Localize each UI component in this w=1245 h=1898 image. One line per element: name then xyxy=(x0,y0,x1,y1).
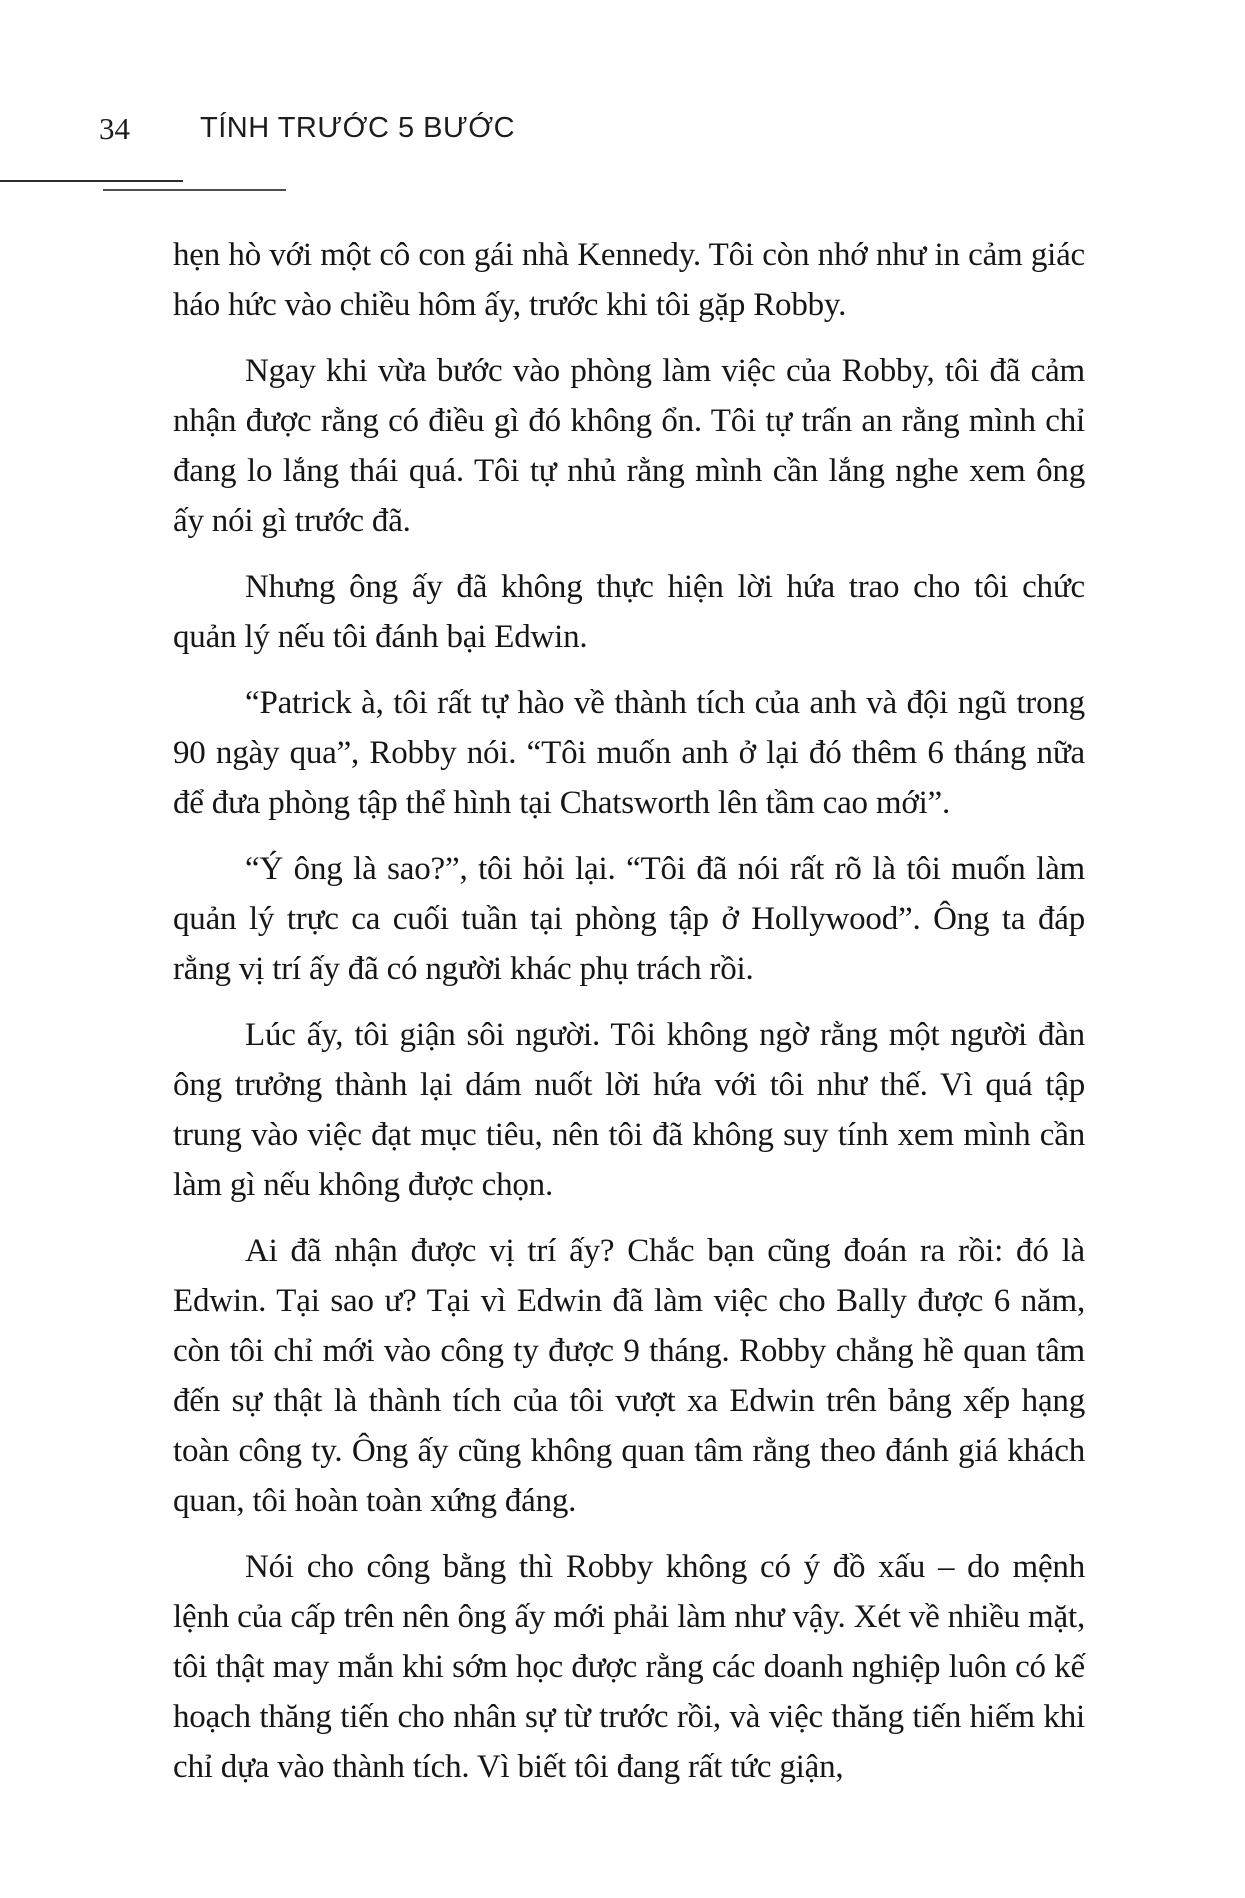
running-title: TÍNH TRƯỚC 5 BƯỚC xyxy=(200,112,516,144)
body-paragraph: “Patrick à, tôi rất tự hào về thành tích của anh và đội ngũ trong 90 ngày qua”, Robby nói. “Tôi muốn anh ở lại đó thêm 6 tháng nữa để đưa phòng tập thể hình tại Chatsworth lên tầm cao mới”. xyxy=(173,685,1085,821)
body-text xyxy=(173,230,1085,1808)
header-rule-right xyxy=(103,189,286,191)
body-paragraph: Nói cho công bằng thì Robby không có ý đồ xấu – do mệnh lệnh của cấp trên nên ông ấy mới phải làm như vậy. Xét về nhiều mặt, tôi thật may mắn khi sớm học được rằng các doanh nghiệp luôn có kế hoạch thăng tiến cho nhân sự từ trước rồi, và việc thăng tiến hiếm khi chỉ dựa vào thành tích. Vì biết tôi đang rất tức giận, xyxy=(173,1549,1085,1785)
body-paragraph: Ngay khi vừa bước vào phòng làm việc của Robby, tôi đã cảm nhận được rằng có điều gì đó không ổn. Tôi tự trấn an rằng mình chỉ đang lo lắng thái quá. Tôi tự nhủ rằng mình cần lắng nghe xem ông ấy nói gì trước đã. xyxy=(173,353,1085,539)
page-number: 34 xyxy=(99,111,130,146)
body-paragraph: Ai đã nhận được vị trí ấy? Chắc bạn cũng đoán ra rồi: đó là Edwin. Tại sao ư? Tại vì Edwin đã làm việc cho Bally được 6 năm, còn tôi chỉ mới vào công ty được 9 tháng. Robby chẳng hề quan tâm đến sự thật là thành tích của tôi vượt xa Edwin trên bảng xếp hạng toàn công ty. Ông ấy cũng không quan tâm rằng theo đánh giá khách quan, tôi hoàn toàn xứng đáng. xyxy=(173,1233,1085,1519)
header-rule-left xyxy=(0,180,183,182)
body-paragraph: hẹn hò với một cô con gái nhà Kennedy. Tôi còn nhớ như in cảm giác háo hức vào chiều hôm ấy, trước khi tôi gặp Robby. xyxy=(173,237,1085,323)
body-paragraph: “Ý ông là sao?”, tôi hỏi lại. “Tôi đã nói rất rõ là tôi muốn làm quản lý trực ca cuối tuần tại phòng tập ở Hollywood”. Ông ta đáp rằng vị trí ấy đã có người khác phụ trách rồi. xyxy=(173,851,1085,987)
body-paragraph: Lúc ấy, tôi giận sôi người. Tôi không ngờ rằng một người đàn ông trưởng thành lại dám nuốt lời hứa với tôi như thế. Vì quá tập trung vào việc đạt mục tiêu, nên tôi đã không suy tính xem mình cần làm gì nếu không được chọn. xyxy=(173,1017,1085,1203)
body-paragraph: Nhưng ông ấy đã không thực hiện lời hứa trao cho tôi chức quản lý nếu tôi đánh bại Edwin. xyxy=(173,569,1085,655)
